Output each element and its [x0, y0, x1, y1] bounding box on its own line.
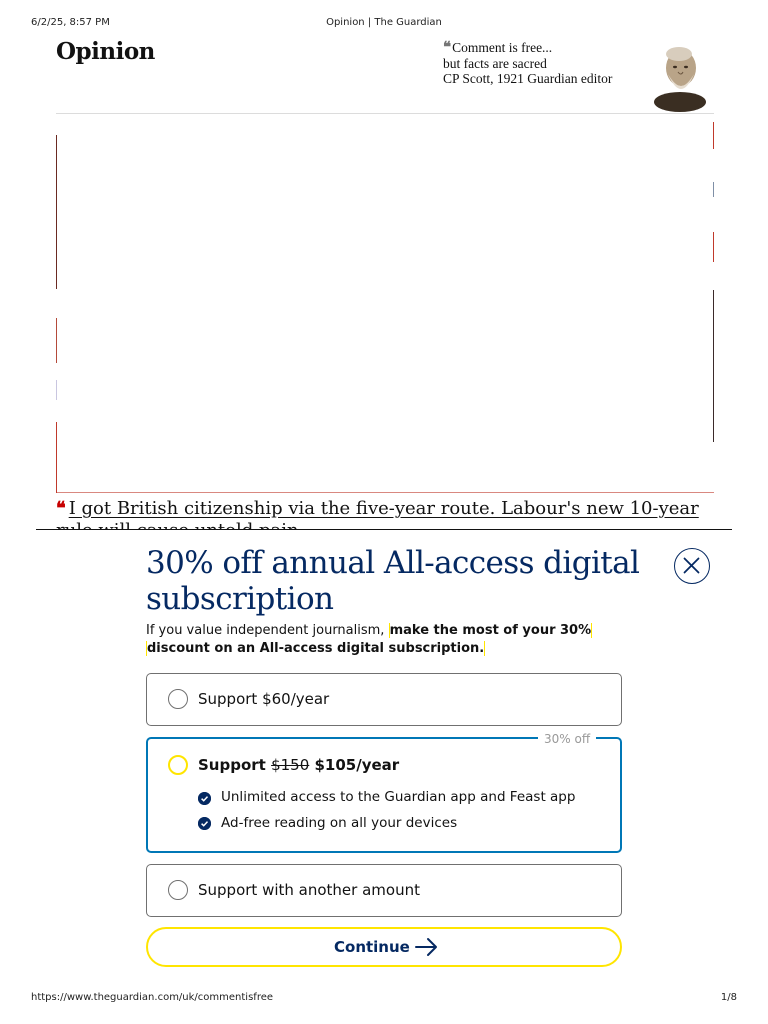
promo-title: 30% off annual All-access digital subscription — [146, 545, 640, 617]
image-edge — [713, 182, 714, 197]
quote-mark-icon: ❝ — [443, 40, 450, 56]
promo-sub-highlight-2: discount on an All-access digital subscription. — [147, 641, 485, 656]
image-edge — [56, 422, 57, 493]
image-edge — [56, 492, 714, 493]
print-page-number: 1/8 — [720, 992, 737, 1003]
promo-sub-highlight-1: make the most of your 30% — [389, 623, 592, 638]
radio-button[interactable] — [168, 755, 188, 775]
print-header — [0, 17, 768, 31]
image-edge — [713, 232, 714, 262]
close-button[interactable] — [674, 548, 710, 584]
check-icon — [198, 817, 211, 830]
image-edge — [713, 122, 714, 149]
option-label — [198, 756, 399, 774]
image-edge — [56, 380, 57, 400]
option-60-year[interactable] — [146, 673, 622, 726]
radio-button[interactable] — [168, 689, 188, 709]
article-image-placeholder[interactable] — [56, 122, 714, 493]
quote-line-1: Comment is free... — [452, 40, 553, 55]
cp-scott-quote — [443, 40, 612, 86]
promo-subtitle — [146, 622, 616, 658]
print-page-title: Opinion | The Guardian — [326, 17, 442, 28]
discount-badge: 30% off — [538, 732, 596, 746]
quote-mark-icon: ❝ — [56, 498, 63, 519]
close-icon — [675, 549, 708, 582]
quote-attribution: CP Scott, 1921 Guardian editor — [443, 71, 613, 86]
benefit-item: Unlimited access to the Guardian app and Feast app — [221, 789, 576, 805]
option-other-amount[interactable] — [146, 864, 622, 917]
new-price: $105/year — [314, 756, 400, 774]
article-headline[interactable] — [56, 498, 716, 530]
print-url: https://www.theguardian.com/uk/commentisfree — [31, 992, 274, 1003]
image-edge — [56, 135, 57, 289]
check-icon — [198, 792, 211, 805]
section-title[interactable]: Opinion — [56, 38, 155, 65]
continue-label: Continue — [334, 938, 410, 956]
arrow-right-icon — [415, 937, 439, 957]
quote-line-2: but facts are sacred — [443, 56, 547, 71]
print-datetime: 6/2/25, 8:57 PM — [31, 17, 110, 28]
radio-button[interactable] — [168, 880, 188, 900]
continue-button[interactable] — [146, 927, 622, 967]
headline-text[interactable]: I got British citizenship via the five-year route. Labour's new 10-year — [68, 498, 699, 519]
old-price: $150 — [271, 756, 310, 774]
benefit-item: Ad-free reading on all your devices — [221, 815, 458, 831]
header-divider — [56, 113, 714, 114]
option-label-prefix: Support — [198, 756, 266, 774]
image-edge — [713, 290, 714, 442]
cp-scott-portrait — [652, 42, 708, 108]
print-footer — [0, 992, 768, 1006]
image-edge — [56, 318, 57, 363]
option-label: Support with another amount — [198, 881, 420, 899]
promo-sub-prefix: If you value independent journalism, — [146, 623, 389, 638]
option-label: Support $60/year — [198, 690, 330, 708]
